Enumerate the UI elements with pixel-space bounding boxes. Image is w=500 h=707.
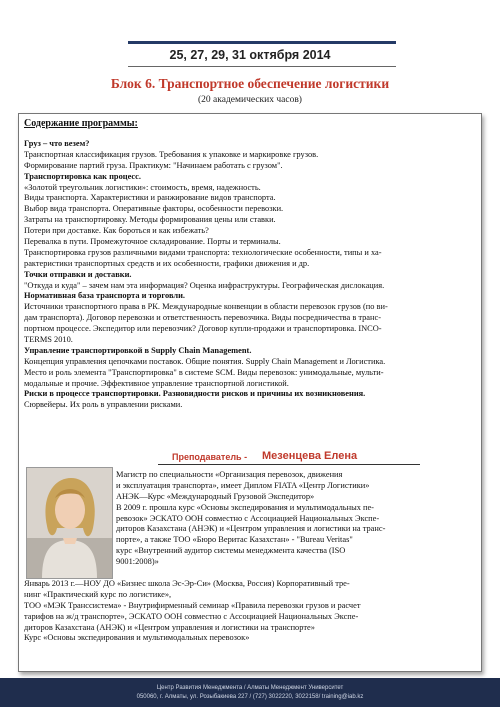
tutor-bio-line: ревозок» ЭСКАТО ООН совместно с Ассоциацией Национальных Экспе- <box>116 513 380 523</box>
tutor-bio-bottom <box>24 579 474 644</box>
tutor-bio-line: Магистр по специальности «Организация перевозок, движения <box>116 470 343 479</box>
program-line: Сюрвейеры. Их роль в управлении рисками. <box>24 400 183 410</box>
header-top-line <box>128 41 396 44</box>
footer <box>0 678 500 707</box>
program-line: Источники транспортного права в РК. Международные конвенции в области перевозок грузов (по ви- <box>24 302 388 312</box>
program-heading: Груз – что везем? <box>24 139 90 148</box>
course-dates: 25, 27, 29, 31 октября 2014 <box>169 48 331 62</box>
footer-contacts: 050060, г. Алматы, ул. Розыбакиева 227 / (727) 3022220, 3022158/ training@iab.kz <box>136 694 364 700</box>
program-line: Виды транспорта. Характеристики и ранжирование видов транспорта. <box>24 193 276 203</box>
program-line: Концепция управления цепочками поставок. Общие понятия. Supply Chain Management и Логистика. <box>24 356 386 366</box>
tutor-photo-image <box>27 468 112 578</box>
block-title: Блок 6. Транспортное обеспечение логистики <box>110 76 390 91</box>
program-section-label: Содержание программы: <box>24 118 138 129</box>
tutor-bio-line: порте», а также ТОО «Бюро Веритас Казахстан» - "Bureau Veritas" <box>116 535 353 545</box>
program-line: Транспортировка грузов различными видами транспорта: технологические особенности, типы и ха- <box>24 247 382 257</box>
tutor-bio-line: АНЭК—Курс «Международный Грузовой Экспедитор» <box>116 491 315 501</box>
program-heading: Риски в процессе транспортировки. Разновидности рисков и причины их возникновения. <box>24 389 366 399</box>
tutor-bio-line: и эксплуатация транспорта», имеет Диплом FIATA «Центр Логистики» <box>116 480 370 490</box>
program-line: Потери при доставке. Как бороться и как избежать? <box>24 226 209 236</box>
tutor-photo <box>26 467 113 579</box>
tutor-bio-line: нинг «Практический курс по логистике», <box>24 589 172 599</box>
program-line: Затраты на транспортировку. Методы формирования цены или ставки. <box>24 215 276 225</box>
program-heading: Управление транспортировкой в Supply Chain Management. <box>24 345 252 355</box>
program-line: TERMS 2010. <box>24 335 73 345</box>
program-content <box>24 139 472 411</box>
footer-organization: Центр Развития Менеджмента / Алматы Менеджмент Университет <box>156 685 344 691</box>
program-line: портном процессе. Экспедитор или перевозчик? Договор купли-продажи и транспортировка. INCO- <box>24 324 382 334</box>
program-line: Выбор вида транспорта. Оперативные факторы, особенности перевозки. <box>24 204 284 214</box>
tutor-bio-line: диторов Казахстана (АНЭК) и «Центром управления и логистики на транс- <box>116 524 386 534</box>
tutor-bio-line: В 2009 г. прошла курс «Основы экспедирования и мультимодальных пе- <box>116 502 374 512</box>
tutor-bio-line: Январь 2013 г.—НОУ ДО «Бизнес школа Эс-Эр-Си» (Москва, Россия) Корпоративный тре- <box>24 579 350 588</box>
program-line: модальные и прочие. Эффективное управление транспортной логистикой. <box>24 378 289 388</box>
program-line: рактеристики транспортных средств и их особенности, графики движения и др. <box>24 258 310 268</box>
program-line: Транспортная классификация грузов. Требования к упаковке и маркировке грузов. <box>24 149 319 159</box>
tutor-bio-line: 9001:2008)» <box>116 557 159 567</box>
academic-hours: (20 академических часов) <box>198 95 302 105</box>
program-line: дам транспорта). Договор перевозки и ответственность перевозчика. Виды посредничества в транс- <box>24 313 382 323</box>
program-line: "Откуда и куда" – зачем нам эта информация? Оценка инфраструктуры. Географическая дислокация. <box>24 280 385 290</box>
program-heading: Транспортировка как процесс. <box>24 171 141 181</box>
tutor-bio-line: ТОО «МЭК Транссистема» - Внутрифирменный семинар «Правила перевозки грузов и расчет <box>24 600 361 610</box>
tutor-bio-line: диторов Казахстана (АНЭК) и «Центром управления и логистики на транспорте» <box>24 622 315 632</box>
tutor-bio-line: Курс «Основы экспедирования и мультимодальных перевозок» <box>24 633 250 643</box>
tutor-name: Мезенцева Елена <box>262 450 358 462</box>
program-line: «Золотой треугольник логистики»: стоимость, время, надежность. <box>24 182 261 192</box>
tutor-bio-right <box>116 470 471 568</box>
tutor-label: Преподаватель - <box>172 452 248 462</box>
tutor-bio-line: тарифов на ж/д транспорте», ЭСКАТО ООН совместно с Ассоциацией Национальных Экспе- <box>24 611 359 621</box>
program-line: Перевалка в пути. Промежуточное складирование. Порты и терминалы. <box>24 237 281 247</box>
program-line: Место и роль элемента "Транспортировка" в системе SCM. Виды перевозок: унимодальные, мульти- <box>24 367 384 377</box>
tutor-bio-line: курс «Внутренний аудитор системы менеджмента качества (ISO <box>116 546 346 556</box>
program-heading: Нормативная база транспорта и торговли. <box>24 291 186 301</box>
dates-divider <box>128 66 396 67</box>
program-line: Формирование партий груза. Практикум: "Начинаем работать с грузом". <box>24 160 283 170</box>
program-heading: Точки отправки и доставки. <box>24 269 132 279</box>
